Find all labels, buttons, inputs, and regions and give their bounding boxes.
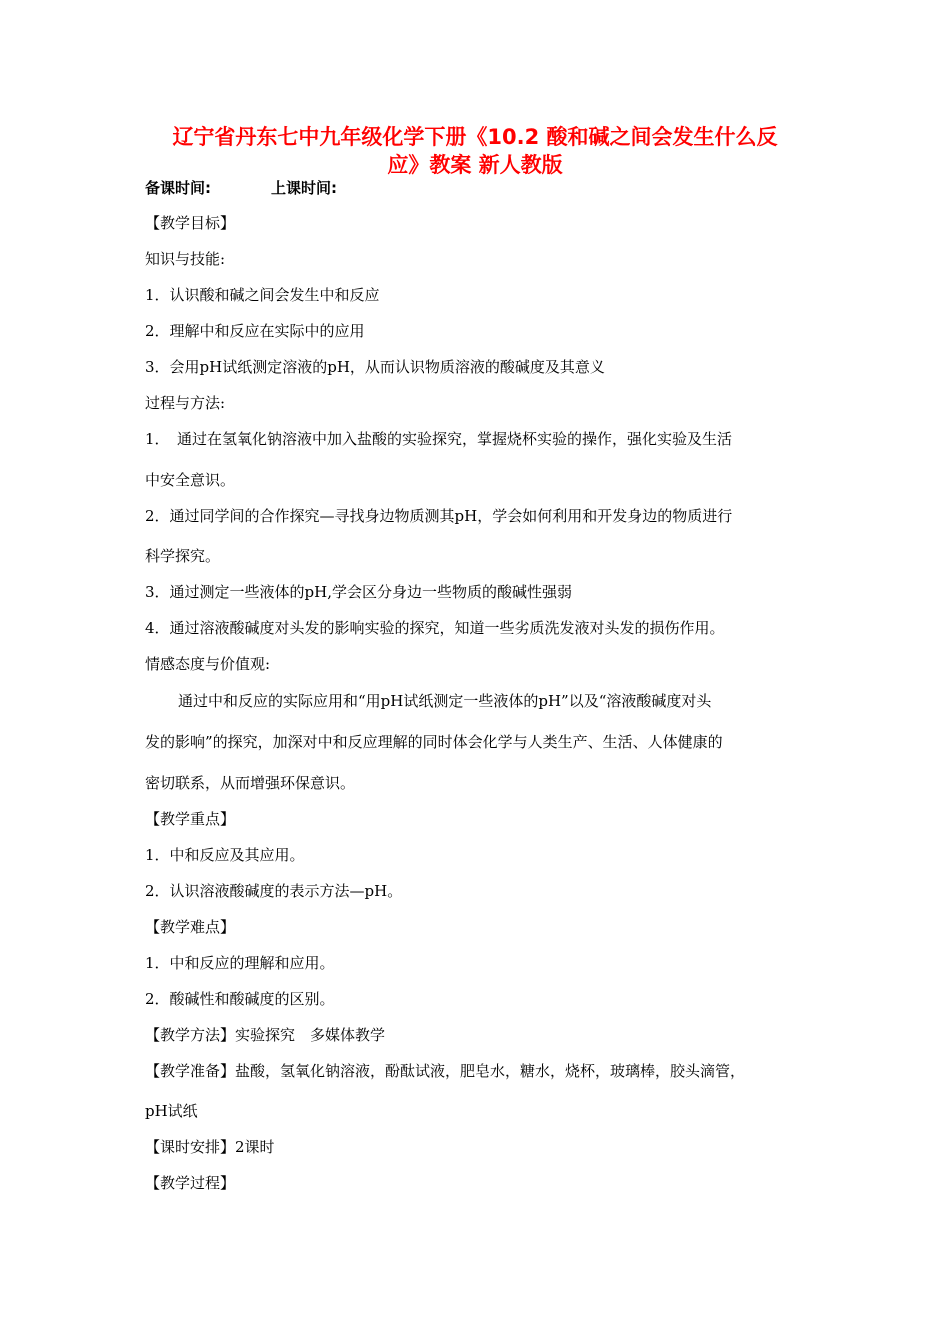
key-point-1: 1．中和反应及其应用。 (145, 846, 305, 864)
knowledge-item-1: 1．认识酸和碱之间会发生中和反应 (145, 286, 380, 304)
class-time-label: 上课时间: (271, 179, 337, 197)
emotion-paragraph-line-3: 密切联系，从而增强环保意识。 (145, 774, 356, 792)
prep-time-label: 备课时间: (145, 179, 211, 197)
schedule-line (145, 178, 337, 198)
key-point-2: 2．认识溶液酸碱度的表示方法—pH。 (145, 882, 403, 900)
teaching-process-heading: 【教学过程】 (145, 1174, 236, 1192)
emotion-paragraph-line-1: 通过中和反应的实际应用和“用pH试纸测定一些液体的pH”以及“溶液酸碱度对头 (178, 692, 712, 710)
emotion-paragraph-line-2: 发的影响”的探究，加深对中和反应理解的同时体会化学与人类生产、生活、人体健康的 (145, 733, 723, 751)
process-heading: 过程与方法: (145, 394, 226, 412)
document-title-line-1: 辽宁省丹东七中九年级化学下册《10.2 酸和碱之间会发生什么反 (172, 125, 778, 149)
process-item-1-line-2: 中安全意识。 (145, 471, 236, 489)
process-item-2-line-1: 2．通过同学间的合作探究—寻找身边物质测其pH，学会如何利用和开发身边的物质进行 (145, 507, 733, 525)
difficulty-1: 1．中和反应的理解和应用。 (145, 954, 335, 972)
teaching-preparation-line-2: pH试纸 (145, 1102, 198, 1120)
teaching-method: 【教学方法】实验探究 多媒体教学 (145, 1026, 386, 1044)
document-title-line-2: 应》教案 新人教版 (387, 153, 563, 177)
knowledge-item-2: 2．理解中和反应在实际中的应用 (145, 322, 365, 340)
emotion-heading: 情感态度与价值观: (145, 655, 271, 673)
teaching-preparation-line-1: 【教学准备】盐酸，氢氧化钠溶液，酚酞试液，肥皂水，糖水，烧杯，玻璃棒，胶头滴管， (145, 1062, 746, 1080)
process-item-4: 4．通过溶液酸碱度对头发的影响实验的探究，知道一些劣质洗发液对头发的损伤作用。 (145, 619, 725, 637)
objectives-heading: 【教学目标】 (145, 214, 236, 232)
knowledge-heading: 知识与技能: (145, 250, 226, 268)
key-points-heading: 【教学重点】 (145, 810, 236, 828)
class-hours: 【课时安排】2课时 (145, 1138, 275, 1156)
process-item-3: 3．通过测定一些液体的pH,学会区分身边一些物质的酸碱性强弱 (145, 583, 572, 601)
knowledge-item-3: 3．会用pH试纸测定溶液的pH，从而认识物质溶液的酸碱度及其意义 (145, 358, 605, 376)
difficulties-heading: 【教学难点】 (145, 918, 236, 936)
process-item-1-line-1: 1． 通过在氢氧化钠溶液中加入盐酸的实验探究，掌握烧杯实验的操作，强化实验及生活 (145, 430, 733, 448)
difficulty-2: 2．酸碱性和酸碱度的区别。 (145, 990, 335, 1008)
process-item-2-line-2: 科学探究。 (145, 547, 221, 565)
